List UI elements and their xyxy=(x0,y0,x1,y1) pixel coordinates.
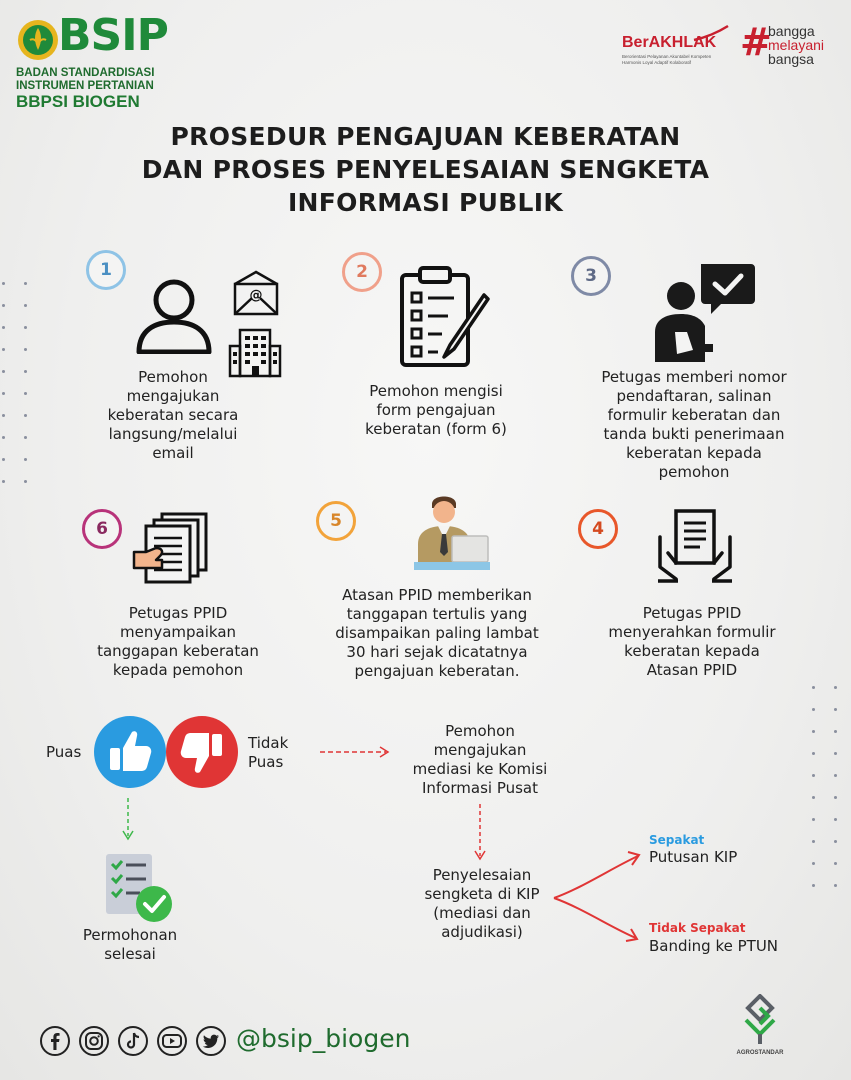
dot xyxy=(812,686,815,689)
penyelesaian-line: sengketa di KIP xyxy=(424,885,540,903)
branch-arrows xyxy=(552,848,648,948)
selesai-line1: Permohonan xyxy=(82,926,178,944)
step-2-line: form pengajuan xyxy=(376,401,496,419)
dot xyxy=(834,774,837,777)
step-4-line: keberatan kepada xyxy=(624,642,760,660)
dot xyxy=(24,480,27,483)
mediasi-line: Pemohon xyxy=(445,722,515,740)
step-6-line: menyampaikan xyxy=(119,623,237,641)
twitter-button[interactable] xyxy=(196,1026,226,1056)
dot xyxy=(834,818,837,821)
clipboard-form-icon xyxy=(398,265,490,369)
dot xyxy=(812,884,815,887)
mediasi-line: Informasi Pusat xyxy=(421,779,539,797)
step-2-badge: 2 xyxy=(342,252,382,292)
dot xyxy=(2,348,5,351)
checklist-icon xyxy=(104,852,174,924)
tiktok-icon xyxy=(120,1028,146,1054)
instagram-icon xyxy=(81,1028,107,1054)
step-4-line: Petugas PPID xyxy=(642,604,742,622)
dot xyxy=(834,752,837,755)
banding-ptun: Banding ke PTUN xyxy=(649,937,779,955)
step-3-line: pendaftaran, salinan xyxy=(616,387,772,405)
person-icon xyxy=(135,278,213,354)
youtube-icon xyxy=(159,1028,185,1054)
step-1-line: keberatan secara xyxy=(107,406,239,424)
facebook-button[interactable] xyxy=(40,1026,70,1056)
page-title xyxy=(0,120,851,219)
dot xyxy=(812,796,815,799)
step-3-line: tanda bukti penerimaan xyxy=(603,425,785,443)
logo-line2: INSTRUMEN PERTANIAN xyxy=(16,80,154,92)
mediasi-line: mengajukan xyxy=(433,741,527,759)
tidak-sepakat-label: Tidak Sepakat xyxy=(649,921,746,935)
penyelesaian-text xyxy=(400,866,564,942)
dot xyxy=(24,392,27,395)
dot xyxy=(2,436,5,439)
agrostandar-logo xyxy=(732,994,788,1062)
step-3-line: keberatan kepada xyxy=(626,444,762,462)
officer-chat-icon xyxy=(653,260,757,364)
tidak-puas-line2: Puas xyxy=(248,753,284,771)
dot xyxy=(834,884,837,887)
dot xyxy=(2,480,5,483)
dot xyxy=(24,436,27,439)
step-1-line: email xyxy=(152,444,194,462)
putusan-kip: Putusan KIP xyxy=(649,848,738,866)
thumbs-down-icon xyxy=(166,716,238,788)
step-2-line: Pemohon mengisi xyxy=(369,382,503,400)
dot xyxy=(2,370,5,373)
title-line3: INFORMASI PUBLIK xyxy=(287,188,564,217)
step-5-line: disampaikan paling lambat xyxy=(335,624,539,642)
arrow-to-mediasi xyxy=(318,744,394,760)
dot xyxy=(812,730,815,733)
step-1-line: Pemohon xyxy=(138,368,208,386)
bangga-melayani-logo xyxy=(740,22,840,72)
dot xyxy=(24,326,27,329)
step-5-line: pengajuan keberatan. xyxy=(354,662,520,680)
dot xyxy=(812,752,815,755)
dislike-button[interactable] xyxy=(166,716,238,788)
sepakat-label: Sepakat xyxy=(649,833,705,847)
agrostandar-label: AGROSTANDAR xyxy=(736,1050,784,1056)
dot xyxy=(834,840,837,843)
step-6-text xyxy=(80,604,276,680)
puas-label: Puas xyxy=(46,743,82,761)
officer-desk-icon xyxy=(412,490,490,570)
step-2-text xyxy=(336,382,536,439)
arrow-to-penyelesaian xyxy=(472,802,488,864)
step-1-text xyxy=(80,368,266,463)
youtube-button[interactable] xyxy=(157,1026,187,1056)
penyelesaian-line: (mediasi dan xyxy=(433,904,531,922)
dot xyxy=(812,862,815,865)
bangga-line3: bangsa xyxy=(768,51,814,67)
facebook-icon xyxy=(42,1028,68,1054)
step-4-line: Atasan PPID xyxy=(646,661,738,679)
bangga-line1: bangga xyxy=(768,23,815,39)
step-6-line: tanggapan keberatan xyxy=(97,642,259,660)
tidak-puas-line1: Tidak xyxy=(248,734,289,752)
dot xyxy=(834,730,837,733)
logo-line1: BADAN STANDARDISASI xyxy=(16,67,155,79)
step-6-line: Petugas PPID xyxy=(128,604,228,622)
tiktok-button[interactable] xyxy=(118,1026,148,1056)
logo-word: BSIP xyxy=(58,10,168,61)
dot xyxy=(24,282,27,285)
dot xyxy=(2,326,5,329)
document-hands-icon xyxy=(656,507,734,583)
title-line1: PROSEDUR PENGAJUAN KEBERATAN xyxy=(170,122,681,151)
berakhlak-tagline1: Berorientasi Pelayanan Akuntabel Kompeten xyxy=(622,54,712,59)
step-3-text xyxy=(574,368,814,482)
bsip-logo xyxy=(14,12,174,112)
step-2-line: keberatan (form 6) xyxy=(365,420,507,438)
mediasi-text xyxy=(390,722,570,798)
agrostandar-icon xyxy=(738,994,782,1046)
dot xyxy=(24,414,27,417)
step-1-line: langsung/melalui xyxy=(108,425,238,443)
title-line2: DAN PROSES PENYELESAIAN SENGKETA xyxy=(141,155,710,184)
step-5-badge: 5 xyxy=(316,501,356,541)
dot xyxy=(2,304,5,307)
dot xyxy=(2,458,5,461)
step-3-line: Petugas memberi nomor xyxy=(601,368,787,386)
penyelesaian-line: Penyelesaian xyxy=(432,866,532,884)
step-4-line: menyerahkan formulir xyxy=(608,623,776,641)
dot xyxy=(834,686,837,689)
berakhlak-logo xyxy=(622,28,732,68)
dot xyxy=(834,708,837,711)
step-1-line: mengajukan xyxy=(126,387,220,405)
penyelesaian-line: adjudikasi) xyxy=(441,923,523,941)
bsip-emblem-icon xyxy=(16,18,60,62)
step-3-line: formulir keberatan dan xyxy=(607,406,781,424)
step-6-badge: 6 xyxy=(82,509,122,549)
thumbs-up-icon xyxy=(94,716,166,788)
step-3-line: pemohon xyxy=(658,463,730,481)
step-5-line: 30 hari sejak dicatatnya xyxy=(346,643,528,661)
dot xyxy=(2,392,5,395)
document-hand-icon xyxy=(132,512,212,586)
step-5-line: tanggapan tertulis yang xyxy=(346,605,528,623)
berakhlak-tagline2: Harmonis Loyal Adaptif Kolaboratif xyxy=(622,60,692,65)
dot xyxy=(2,414,5,417)
dot xyxy=(24,370,27,373)
selesai-line2: selesai xyxy=(104,945,156,963)
dot xyxy=(812,840,815,843)
dot xyxy=(812,774,815,777)
twitter-icon xyxy=(198,1028,224,1054)
dot xyxy=(834,862,837,865)
dot xyxy=(24,458,27,461)
step-5-text xyxy=(314,586,560,681)
unit-name: BBPSI BIOGEN xyxy=(16,92,140,111)
arrow-to-selesai xyxy=(120,796,136,844)
permohonan-selesai xyxy=(60,926,200,964)
step-1-badge: 1 xyxy=(86,250,126,290)
email-icon xyxy=(232,270,280,316)
dot xyxy=(24,348,27,351)
step-6-line: kepada pemohon xyxy=(112,661,244,679)
step-4-text xyxy=(592,604,792,680)
berakhlak-label: BerAKHLAK xyxy=(622,34,717,51)
dot xyxy=(24,304,27,307)
bangga-line2: melayani xyxy=(768,37,825,53)
step-4-badge: 4 xyxy=(578,509,618,549)
like-button[interactable] xyxy=(94,716,166,788)
dot xyxy=(812,818,815,821)
dot xyxy=(2,282,5,285)
berakhlak-swoosh-icon xyxy=(692,24,732,44)
dot xyxy=(834,796,837,799)
step-5-line: Atasan PPID memberikan xyxy=(342,586,532,604)
social-handle[interactable]: @bsip_biogen xyxy=(236,1024,411,1053)
tidak-puas-label xyxy=(248,734,288,772)
bangga-hash: # xyxy=(740,20,772,64)
mediasi-line: mediasi ke Komisi xyxy=(412,760,548,778)
dot xyxy=(812,708,815,711)
step-3-badge: 3 xyxy=(571,256,611,296)
instagram-button[interactable] xyxy=(79,1026,109,1056)
svg-text:@: @ xyxy=(249,288,263,303)
